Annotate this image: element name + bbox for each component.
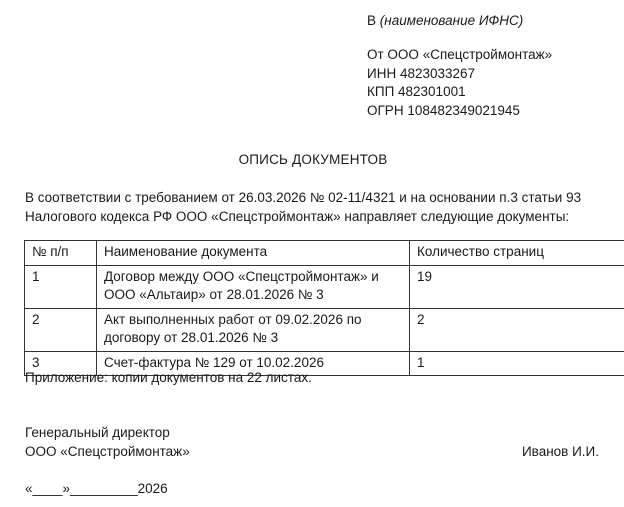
addressee-prefix: В	[367, 13, 380, 28]
cell-number: 2	[25, 308, 97, 351]
signature-block	[25, 424, 603, 461]
column-header-name: Наименование документа	[97, 241, 410, 266]
cell-number: 3	[25, 351, 97, 376]
intro-paragraph	[25, 188, 605, 226]
documents-table	[24, 240, 624, 376]
cell-name-line-1: Счет-фактура № 129 от 10.02.2026	[104, 354, 324, 370]
sender-organization: От ООО «Спецстроймонтаж»	[367, 47, 553, 62]
cell-pages: 1	[410, 351, 624, 376]
intro-line-2: Налогового кодекса РФ ООО «Спецстроймонтаж» направляет следующие документы:	[25, 209, 570, 224]
cell-pages: 2	[410, 308, 624, 351]
cell-name	[97, 265, 410, 308]
cell-name-line-2: ООО «Альтаир» от 28.01.2026 № 3	[104, 287, 324, 302]
document-title: ОПИСЬ ДОКУМЕНТОВ	[238, 152, 388, 167]
sender-ogrn: ОГРН 108482349021945	[367, 102, 520, 118]
column-header-pages: Количество страниц	[410, 241, 624, 266]
signatory-role: Генеральный директор	[25, 425, 170, 440]
sender-kpp: КПП 482301001	[367, 84, 466, 99]
table-row	[25, 308, 624, 351]
cell-pages: 19	[410, 265, 624, 308]
addressee-block	[367, 12, 617, 31]
cell-number: 1	[25, 265, 97, 308]
sender-block	[367, 46, 617, 120]
column-header-number: № п/п	[25, 241, 97, 266]
signatory-name: Иванов И.И.	[521, 443, 599, 459]
cell-name	[97, 308, 410, 351]
cell-name-line-2: договору от 28.01.2026 № 3	[104, 330, 279, 345]
signature-row	[25, 443, 603, 462]
cell-name-line-1: Акт выполненных работ от 09.02.2026 по	[104, 311, 362, 327]
sender-inn: ИНН 4823033267	[367, 65, 476, 81]
addressee-line	[367, 12, 617, 31]
addressee-placeholder: (наименование ИФНС)	[379, 13, 524, 28]
date-line: «____»_________2026	[25, 481, 168, 496]
intro-line-1: В соответствии с требованием от 26.03.2026 № 02-11/4321 и на основании п.3 статьи 93	[25, 190, 582, 205]
table-row	[25, 265, 624, 308]
cell-name-line-1: Договор между ООО «Спецстроймонтаж» и	[104, 268, 379, 284]
appendix-note: Приложение: копии документов на 22 листах.	[25, 370, 312, 385]
table-header-row	[25, 241, 624, 266]
signatory-organization: ООО «Спецстроймонтаж»	[25, 443, 190, 459]
